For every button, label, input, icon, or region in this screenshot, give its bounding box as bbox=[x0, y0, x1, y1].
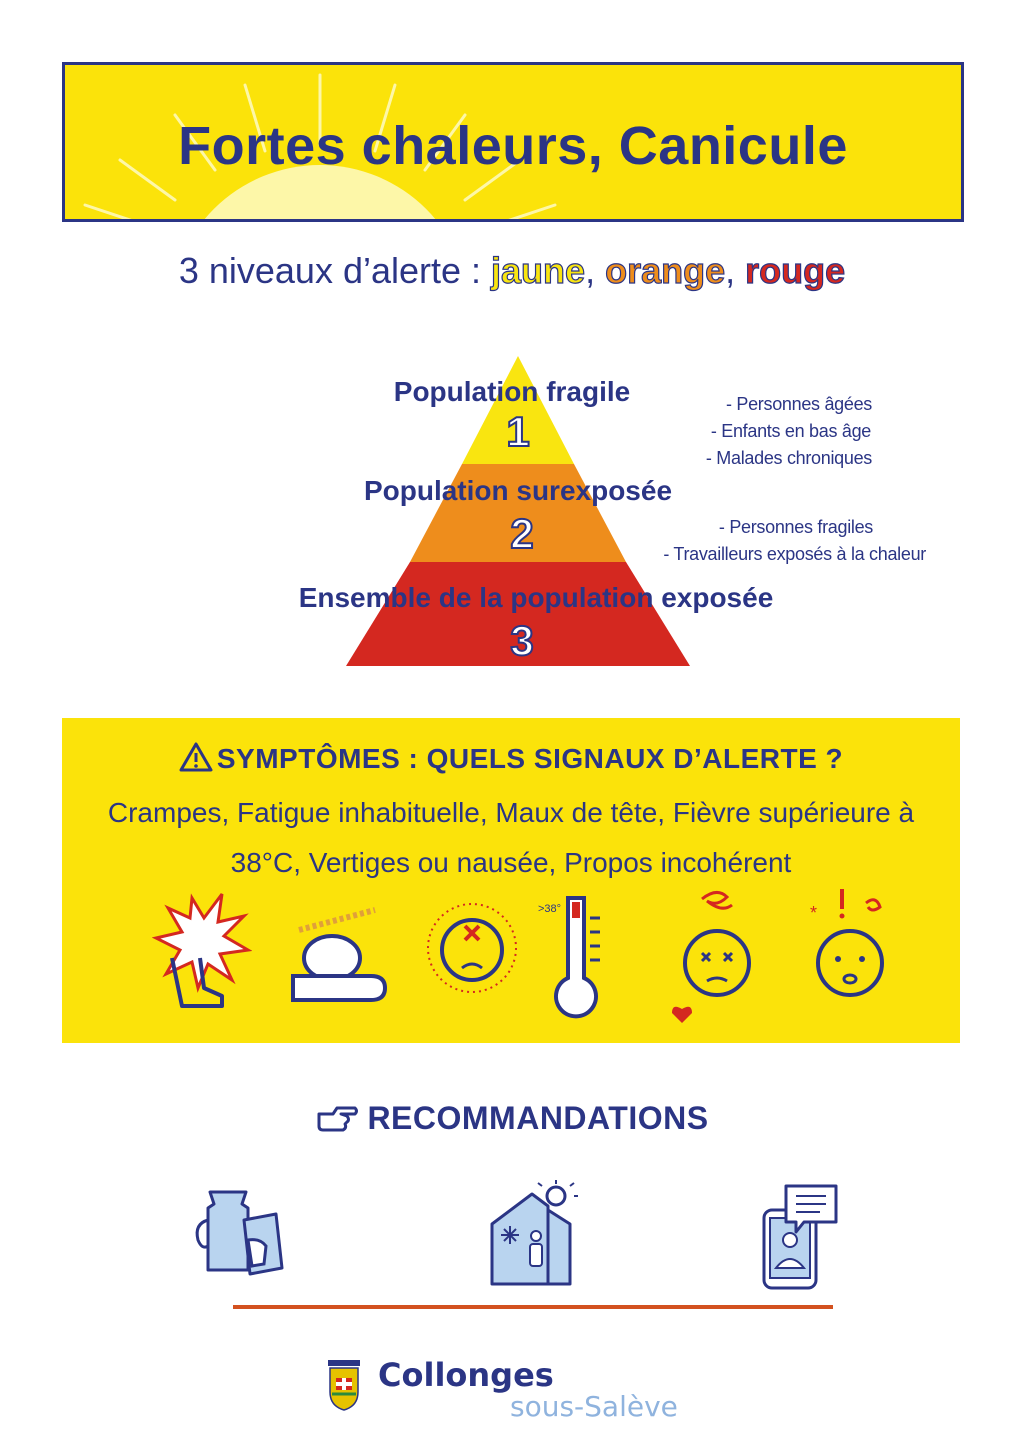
level-rouge: rouge bbox=[745, 250, 846, 291]
dizzy-face-icon bbox=[662, 883, 772, 1033]
note-item: - Travailleurs exposés à la chaleur bbox=[663, 544, 926, 564]
symptoms-heading-text: SYMPTÔMES : QUELS SIGNAUX D’ALERTE ? bbox=[216, 743, 844, 774]
separator: , bbox=[585, 250, 606, 291]
note-item: - Personnes âgées bbox=[726, 394, 872, 414]
logo-town-subname: sous-Salève bbox=[510, 1390, 678, 1423]
recommendations-heading bbox=[0, 1100, 1024, 1137]
svg-text:*: * bbox=[810, 903, 818, 923]
separator: , bbox=[725, 250, 746, 291]
cramp-leg-icon bbox=[152, 888, 252, 1028]
subtitle-prefix: 3 niveaux d’alerte : bbox=[178, 250, 492, 291]
phone-message-icon bbox=[760, 1180, 860, 1290]
pointing-hand-icon bbox=[315, 1102, 359, 1134]
note-item: - Personnes fragiles bbox=[718, 517, 873, 537]
warning-icon bbox=[179, 742, 213, 772]
level-1-number: 1 bbox=[506, 408, 530, 455]
alert-levels-subtitle bbox=[0, 250, 1024, 292]
symptoms-line: 38°C, Vertiges ou nausée, Propos incohérent bbox=[230, 847, 792, 878]
recommendations-heading-text: RECOMMANDATIONS bbox=[367, 1100, 709, 1136]
fatigue-sleep-icon bbox=[287, 888, 397, 1028]
divider-line bbox=[233, 1305, 833, 1309]
level-3-label: Ensemble de la population exposée bbox=[298, 582, 774, 613]
collonges-crest-logo bbox=[328, 1360, 360, 1412]
fragile-notes bbox=[700, 394, 900, 469]
surexposee-notes bbox=[640, 517, 926, 565]
title-banner bbox=[62, 62, 964, 222]
symptoms-line: Crampes, Fatigue inhabituelle, Maux de tête, Fièvre supérieure à bbox=[107, 797, 915, 828]
page-title: Fortes chaleurs, Canicule bbox=[178, 116, 848, 176]
thermometer-icon bbox=[532, 888, 622, 1028]
level-jaune: jaune bbox=[491, 250, 586, 291]
logo-town-name: Collonges bbox=[378, 1356, 554, 1394]
level-2-number: 2 bbox=[510, 510, 534, 557]
thermometer-label: >38° bbox=[538, 903, 562, 915]
symptoms-heading bbox=[62, 742, 960, 775]
confused-face-icon bbox=[790, 883, 910, 1033]
water-jug-glass-icon bbox=[190, 1180, 290, 1290]
symptoms-box bbox=[62, 718, 960, 1043]
note-item: - Enfants en bas âge bbox=[710, 421, 871, 441]
level-orange: orange bbox=[605, 250, 726, 291]
level-2-label: Population surexposée bbox=[363, 475, 673, 506]
level-1-label: Population fragile bbox=[393, 376, 631, 407]
symptoms-description bbox=[102, 788, 920, 888]
note-item: - Malades chroniques bbox=[705, 448, 872, 468]
cool-house-icon bbox=[488, 1180, 588, 1290]
level-3-number: 3 bbox=[510, 617, 534, 664]
headache-face-icon bbox=[417, 888, 527, 1028]
